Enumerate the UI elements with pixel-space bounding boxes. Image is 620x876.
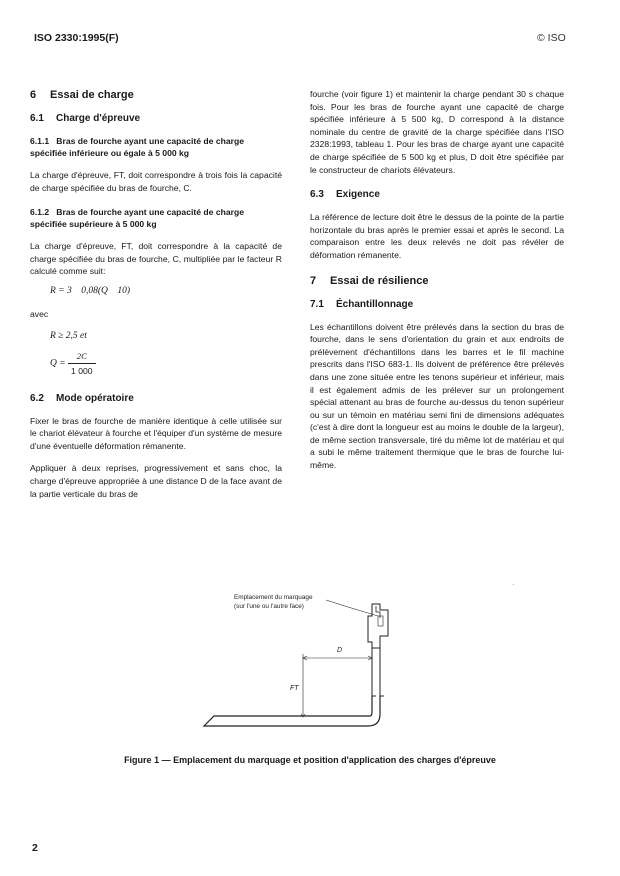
leader-line xyxy=(326,600,378,616)
force-label: FT xyxy=(290,685,299,692)
marking-label-line1: Emplacement du marquage xyxy=(234,594,313,601)
section-6-2-paragraph-1: Fixer le bras de fourche de manière identique à celle utilisée sur le chariot élévateur à fourche et l'équiper d'un système de mesure d'une éventuelle déformation rémanente. xyxy=(30,415,282,451)
section-6-1-1-heading: 6.1.1 Bras de fourche ayant une capacité de charge spécifiée inférieure ou égale à 5 000 kg xyxy=(30,136,244,158)
formula-q: Q = $\frac{2C}{1 000}$ xyxy=(30,349,282,378)
section-6-2-heading: 6.2 Mode opératoire xyxy=(30,392,134,404)
marking-box xyxy=(378,616,383,626)
marking-label-line2: (sur l'une ou l'autre face) xyxy=(234,603,304,610)
section-6-3-paragraph: La référence de lecture doit être le dessus de la pointe de la partie horizontale du bras après le premier essai et après le second. La comparaison entre les deux relevés ne doit pas révéler de déformation rémanente. xyxy=(310,212,564,260)
dimension-d-label: D xyxy=(337,647,343,654)
section-7-1-heading: 7.1 Échantillonnage xyxy=(310,298,414,310)
figure-caption: Figure 1 — Emplacement du marquage et position d'application des charges d'épreuve xyxy=(124,755,496,765)
section-6-1-2-heading: 6.1.2 Bras de fourche ayant une capacité de charge spécifiée supérieure à 5 000 kg xyxy=(30,207,244,230)
avec-label: avec xyxy=(30,308,49,319)
fork-arm-figure xyxy=(180,586,412,736)
page-number: 2 xyxy=(32,842,38,854)
formula-r: R = 3 0,08(Q 10) xyxy=(50,285,131,296)
section-6-1-2-paragraph: La charge d'épreuve, FT, doit correspondre à la capacité de charge spécifiée du bras de fourche, C, multipliée par le facteur R calculé comme suit: xyxy=(30,241,282,277)
left-column xyxy=(30,88,282,500)
scan-mark: · xyxy=(512,580,515,589)
section-6-2-continued: fourche (voir figure 1) et maintenir la charge pendant 30 s chaque fois. Pour les bras de fourche ayant une capacité de charge spécifiée inférieure à 5 500 kg, D correspond à la distance nominale du centre de gravité de la charge spécifiée dans l'ISO 2328:1993, tableau 1. Pour les bras de charge ayant une capacité de charge spécifiée de 5 500 kg et plus, D doit être spécifiée par le constructeur de chariots élévateurs. xyxy=(310,89,564,175)
section-6-1-heading: 6.1 Charge d'épreuve xyxy=(30,113,141,124)
header-copyright: © ISO xyxy=(537,32,566,44)
fork-shank xyxy=(372,648,380,696)
section-7-1-paragraph: Les échantillons doivent être prélevés dans la section du bras de fourche, dans le sens d'orientation du grain et aux endroits de prélèvement d'échantillons dans les barres et le fil machine prescrits dans l'ISO 683-1. Ils doivent de préférence être prélevés dans une zone située entre les tenons supérieur et inférieur, mais il est également admis de les prélever sur un prolongement spécial attenant au bras de fourche au-dessus du tenon supérieur ou sur un témoin en matériau semi fini de dimensions adéquates (c'est à dire dont la longueur est au moins le double de la largeur), de même section transversale, tiré du même lot de matériau et qui a subi le même traitement thermique que le bras de fourche lui-même. xyxy=(310,321,564,471)
fork-blade xyxy=(204,696,380,726)
section-6-heading: 6 Essai de charge xyxy=(30,89,134,101)
section-6-1-1-paragraph: La charge d'épreuve, FT, doit correspondre à trois fois la capacité de charge spécifiée du bras de fourche, C. xyxy=(30,170,282,193)
header-doc-id: ISO 2330:1995(F) xyxy=(34,32,119,44)
formula-condition: R ≥ 2,5 et xyxy=(50,330,87,341)
fraction-denominator: 1 000 xyxy=(71,365,93,376)
right-column xyxy=(310,88,564,472)
section-7-heading: 7 Essai de résilience xyxy=(310,274,429,287)
section-6-3-heading: 6.3 Exigence xyxy=(310,189,380,201)
fraction-numerator: 2C xyxy=(68,349,96,364)
section-6-2-paragraph-2: Appliquer à deux reprises, progressivement et sans choc, la charge d'épreuve appropriée à une distance D de la face avant de la partie verticale du bras de xyxy=(30,463,282,499)
